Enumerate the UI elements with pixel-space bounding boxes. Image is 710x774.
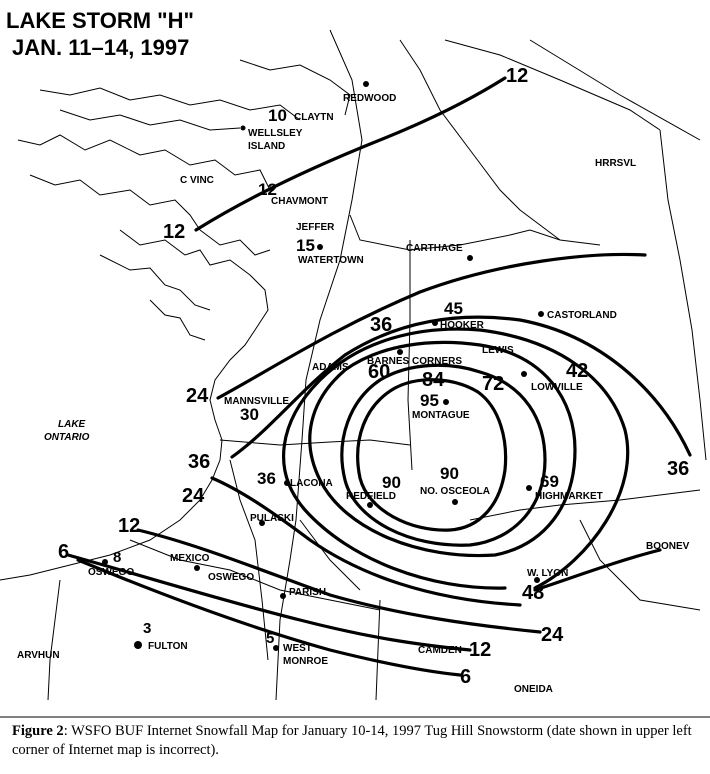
town-carthage: CARTHAGE xyxy=(406,243,463,254)
town-parish: PARISH xyxy=(289,587,327,598)
contour-label-12-w: 12 xyxy=(163,221,186,243)
town-castorland: CASTORLAND xyxy=(547,310,617,321)
value-watertown: 15 xyxy=(296,236,315,255)
town-west-monroe-line2: MONROE xyxy=(283,656,328,667)
town-claytn: CLAYTN xyxy=(294,112,334,123)
value-fulton: 3 xyxy=(143,620,152,637)
contour-label-24-w: 24 xyxy=(186,385,209,407)
town-arvhun: ARVHUN xyxy=(17,650,60,661)
figure-caption xyxy=(12,722,702,760)
lake-label-line1: LAKE xyxy=(58,419,86,430)
town-redfield: REDFIELD xyxy=(346,491,396,502)
town-no-osceola: NO. OSCEOLA xyxy=(420,486,491,497)
value-highmarket: 69 xyxy=(540,472,559,491)
value-adams: 60 xyxy=(368,361,391,383)
town-barnes-corners: BARNES CORNERS xyxy=(367,356,463,367)
town-lewis: LEWIS xyxy=(482,345,514,356)
value-redfield: 90 xyxy=(382,473,401,492)
town-adams: ADAMS xyxy=(312,362,349,373)
value-oswego: 8 xyxy=(113,549,122,566)
map-title-line2: JAN. 11–14, 1997 xyxy=(12,35,190,60)
contour-label-24-sw: 24 xyxy=(182,485,205,507)
town-redwood: REDWOOD xyxy=(343,93,397,104)
contour-label-12-s: 12 xyxy=(469,639,492,661)
lake-label-line2: ONTARIO xyxy=(44,432,90,443)
figure-caption-text: : WSFO BUF Internet Snowfall Map for January 10-14, 1997 Tug Hill Snowstorm (date shown in upper left corner of Internet map is incorrect). xyxy=(12,723,692,758)
contour-label-6-w: 6 xyxy=(58,541,70,563)
town-watertown: WATERTOWN xyxy=(298,255,364,266)
town-pulaski: PULASKI xyxy=(250,513,294,524)
value-lacona: 36 xyxy=(257,469,276,488)
town-cvinc: C VINC xyxy=(180,175,214,186)
town-chavmont: CHAVMONT xyxy=(271,196,329,207)
town-lowville: LOWVILLE xyxy=(531,382,583,393)
value-lowville: 42 xyxy=(566,360,589,382)
town-oswego-county: OSWEGO xyxy=(208,572,255,583)
figure-caption-label: Figure 2 xyxy=(12,723,64,739)
contour-label-12-ne: 12 xyxy=(506,65,529,87)
contour-6-south xyxy=(78,560,460,675)
town-wellsley-line2: ISLAND xyxy=(248,141,286,152)
contour-label-36-n: 36 xyxy=(370,314,393,336)
town-boonev: BOONEV xyxy=(646,541,690,552)
town-wellsley-line1: WELLSLEY xyxy=(248,128,303,139)
contour-label-12-sw: 12 xyxy=(118,515,141,537)
town-mannsville: MANNSVILLE xyxy=(224,396,289,407)
town-hrrsvl: HRRSVL xyxy=(595,158,637,169)
contour-label-48: 48 xyxy=(522,582,545,604)
town-lacona: LACONA xyxy=(290,478,333,489)
contour-label-36-w: 36 xyxy=(188,451,211,473)
contour-24-south xyxy=(138,530,540,632)
town-highmarket: HIGHMARKET xyxy=(535,491,603,502)
town-oneida: ONEIDA xyxy=(514,684,553,695)
town-west-monroe-line1: WEST xyxy=(283,643,312,654)
town-jeffer: JEFFER xyxy=(296,222,335,233)
value-claytn: 10 xyxy=(268,106,287,125)
value-montague: 95 xyxy=(420,391,439,410)
town-montague: MONTAGUE xyxy=(412,410,470,421)
contour-label-24-s: 24 xyxy=(541,624,564,646)
contour-label-84: 84 xyxy=(422,369,445,391)
value-chavmont: 12 xyxy=(258,180,277,199)
value-mannsville: 30 xyxy=(240,405,259,424)
contour-36-outer xyxy=(232,317,690,457)
town-hooker: HOOKER xyxy=(440,320,484,331)
contour-72-ring xyxy=(342,365,545,545)
contour-label-72: 72 xyxy=(482,373,505,395)
value-no-osceola: 90 xyxy=(440,464,459,483)
town-mexico: MEXICO xyxy=(170,553,210,564)
town-oswego: OSWEGO xyxy=(88,567,135,578)
value-west-monroe: 5 xyxy=(266,630,275,647)
contour-label-36-e: 36 xyxy=(667,458,690,480)
town-w-lyon: W. LYON xyxy=(527,568,569,579)
town-fulton: FULTON xyxy=(148,641,188,652)
contour-label-6-s: 6 xyxy=(460,666,472,688)
station-values xyxy=(113,106,588,647)
value-hooker: 45 xyxy=(444,299,463,318)
map-title-line1: LAKE STORM "H" xyxy=(6,8,194,33)
town-camden: CAMDEN xyxy=(418,645,462,656)
